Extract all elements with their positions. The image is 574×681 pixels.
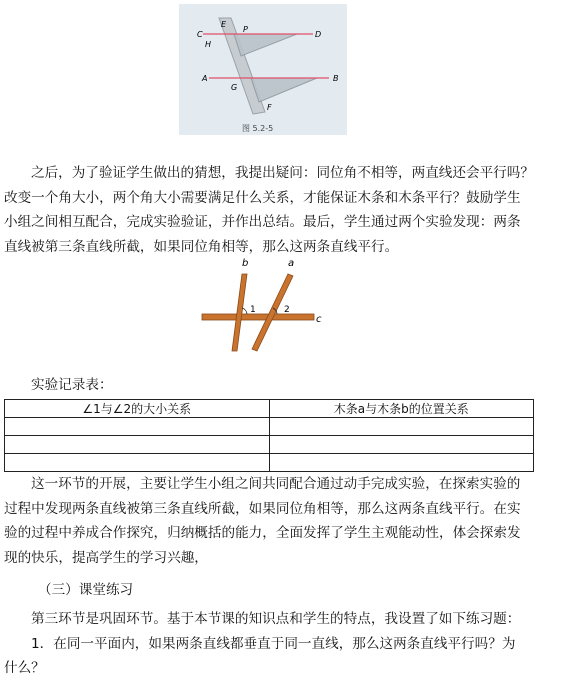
paragraph-practice	[4, 607, 570, 681]
figure-caption: 图 5.2-5	[242, 124, 274, 133]
table-cell[interactable]	[269, 454, 534, 472]
label-B: B	[333, 74, 339, 83]
paragraph-line: 过程中发现两条直线被第三条直线所截，如果同位角相等，那么这两条直线平行。在实	[4, 500, 521, 517]
paragraph-line: 1．在同一平面内，如果两条直线都垂直于同一直线，那么这两条直线平行吗？为	[31, 635, 516, 652]
label-E: E	[221, 20, 227, 29]
table-cell[interactable]	[5, 436, 270, 454]
record-table	[4, 399, 534, 472]
table-cell[interactable]	[5, 418, 270, 436]
label-A: A	[202, 74, 208, 83]
set-square-figure	[179, 4, 347, 135]
table-cell[interactable]	[269, 418, 534, 436]
wooden-sticks-figure	[200, 255, 330, 355]
table-cell[interactable]	[269, 436, 534, 454]
label-c: c	[316, 314, 322, 325]
paragraph-line: 直线被第三条直线所截，如果同位角相等，那么这两条直线平行。	[4, 238, 399, 255]
paragraph-line: 什么？	[4, 660, 45, 676]
paragraph-line: 之后，为了验证学生做出的猜想，我提出疑问：同位角不相等，两直线还会平行吗？	[31, 165, 534, 181]
paragraph-line: 现的快乐，提高学生的学习兴趣，	[4, 549, 208, 566]
table-row	[5, 436, 534, 454]
angle-2-label: 2	[284, 305, 290, 315]
label-P: P	[243, 25, 248, 34]
paragraph-line: 改变一个角大小，两个角大小需要满足什么关系，才能保证木条和木条平行？鼓励学生	[4, 189, 521, 206]
paragraph-line: 这一环节的开展，主要让学生小组之间共同配合通过动手完成实验，在探索实验的	[31, 476, 521, 492]
paragraph-line: 第三环节是巩固环节。基于本节课的知识点和学生的特点，我设置了如下练习题：	[31, 611, 521, 627]
section-heading: （三）课堂练习	[38, 582, 134, 598]
label-b: b	[242, 258, 249, 269]
label-H: H	[205, 40, 212, 49]
table-row	[5, 454, 534, 472]
angle-1-label: 1	[250, 305, 256, 315]
label-F: F	[267, 103, 272, 112]
label-D: D	[315, 30, 322, 39]
table-row	[5, 418, 534, 436]
label-G: G	[231, 83, 238, 92]
table-cell[interactable]	[5, 454, 270, 472]
table-header: 木条a与木条b的位置关系	[269, 400, 534, 418]
paragraph-summary	[4, 472, 570, 570]
table-header: ∠1与∠2的大小关系	[5, 400, 270, 418]
paragraph-line: 验的过程中养成合作探究，归纳概括的能力，全面发挥了学生主观能动性，体会探索发	[4, 525, 521, 541]
paragraph-line: 小组之间相互配合，完成实验验证，并作出总结。最后，学生通过两个实验发现：两条	[4, 214, 521, 230]
paragraph-experiment-question	[4, 161, 570, 259]
label-C: C	[197, 30, 203, 39]
label-a: a	[288, 258, 295, 269]
record-table-title: 实验记录表：	[31, 377, 113, 393]
